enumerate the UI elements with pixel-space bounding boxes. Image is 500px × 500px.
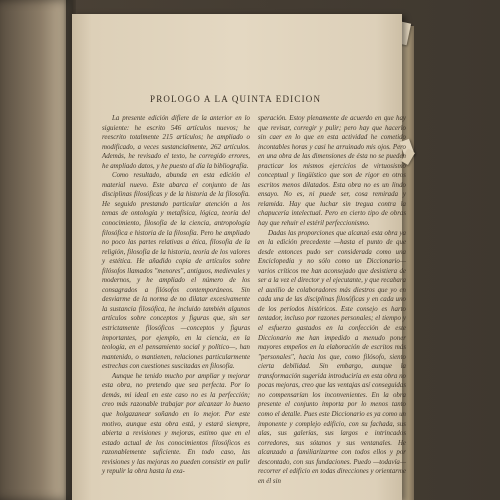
paragraph: Dadas las proporciones que alcanzó esta obra ya en la edición precedente —hasta el punto de que desde entonces pudo ser considerada como una Enciclopedia y no sólo como un Diccionario— varios críticos me han aconsejado que desistiera de ser a la vez el director y el ejecutante, y que recabara el auxilio de colaboradores más diestros que yo en cada una de las disciplinas filosóficas y en cada uno de los períodos históricos. Este consejo es harto tentador, incluso por razones personales; el tiempo y el esfuerzo gastados en la confección de este Diccionario me han impedido a menudo poner mayores empeños en la elaboración de escritos más "personales", hacia los que, como filósofo, siento cierta debilidad. Sin embargo, aunque la transformación sugerida introduciría en esta obra no pocas mejoras, creo que las ventajas así conseguidas no compensarían los inconvenientes. En la obra presente el conjunto importa por lo menos tanto como el detalle. Pues este Diccionario es ya como un imponente y complejo edificio, con su fachada, sus alas, sus galerías, sus largos e intrincados corredores, sus sótanos y sus ventanales. He alcanzado a familiarizarme con todos ellos y por descontado, con sus fundaciones. Puedo —todavía— recorrer el edificio en todas direcciones y orientarme en él sin (258, 229, 406, 485)
page-title: PROLOGO A LA QUINTA EDICION (150, 94, 322, 104)
paragraph: La presente edición difiere de la anterior en lo siguiente: he escrito 546 artículos nuevos; he reescrito totalmente 215 artículos; he ampliado o modificado, a veces sustancialmente, 262 artículos. Además, he revisado el texto, he corregido errores, he ampliado datos, y he puesto al día la bibliografía. (102, 115, 250, 170)
left-page-edge (0, 0, 72, 500)
paragraph: speración. Estoy plenamente de acuerdo en que hay que revisar, corregir y pulir; pero hay que hacerlo sin caer en lo que en esta actividad he cometido incontables horas y casi he arruinado mis ojos. Pero en una obra de las dimensiones de ésta no se pueden practicar los mismos ejercicios de virtuosismo conceptual y lingüístico que son de rigor en otros escritos menos dilatados. Esta obra no es un lindo ensayo. No es, ni puede ser, cosa remirada y relamida. Hay que luchar sin tregua contra la chapucería intelectual. Pero en cierto tipo de obras hay que rehuir el estéril perfeccionismo. (258, 115, 406, 228)
paragraph: Aunque he tenido mucho por ampliar y mejorar esta obra, no pretendo que sea perfecta. Por lo demás, mi ideal en este caso no es la perfección; creo más razonable trabajar por alcanzar lo bueno que holgazanear soñando en lo mejor. Por este motivo, aunque esta obra está, y estará siempre, abierta a revisiones y mejoras, estimo que en el estado actual de los conocimientos filosóficos es razonablemente suficiente. En todo caso, las revisiones y las mejoras no pueden consistir en pulir y repulir la obra hasta la exa- (102, 372, 250, 476)
right-text-column (258, 114, 406, 486)
left-text-column (102, 114, 250, 477)
paragraph: Como resultado, abunda en esta edición el material nuevo. Este abarca el conjunto de las disciplinas filosóficas y de la historia de la filosofía. He seguido prestando particular atención a los temas de ontología y metafísica, lógica, teoría del conocimiento, filosofía de la ciencia, antropología filosófica e historia de la filosofía. Pero he ampliado no poco las partes relativas a ética, filosofía de la religión, filosofía de la historia, teoría de los valores y estética. He añadido copia de artículos sobre filósofos llamados "menores", antiguos, medievales y modernos, y he ampliado el número de los consagrados a filósofos contemporáneos. Sin desviarme de la norma de no dilatar excesivamente la sustancia filosófica, he incluido también algunos artículos sobre conceptos y figuras que, sin ser estrictamente filosóficos —conceptos y figuras importantes, por ejemplo, en la ciencia, en la teología, en el pensamiento social y político—, han mantenido, o mantienen, relaciones particularmente estrechas con cuestiones suscitadas en filosofía. (102, 172, 250, 371)
